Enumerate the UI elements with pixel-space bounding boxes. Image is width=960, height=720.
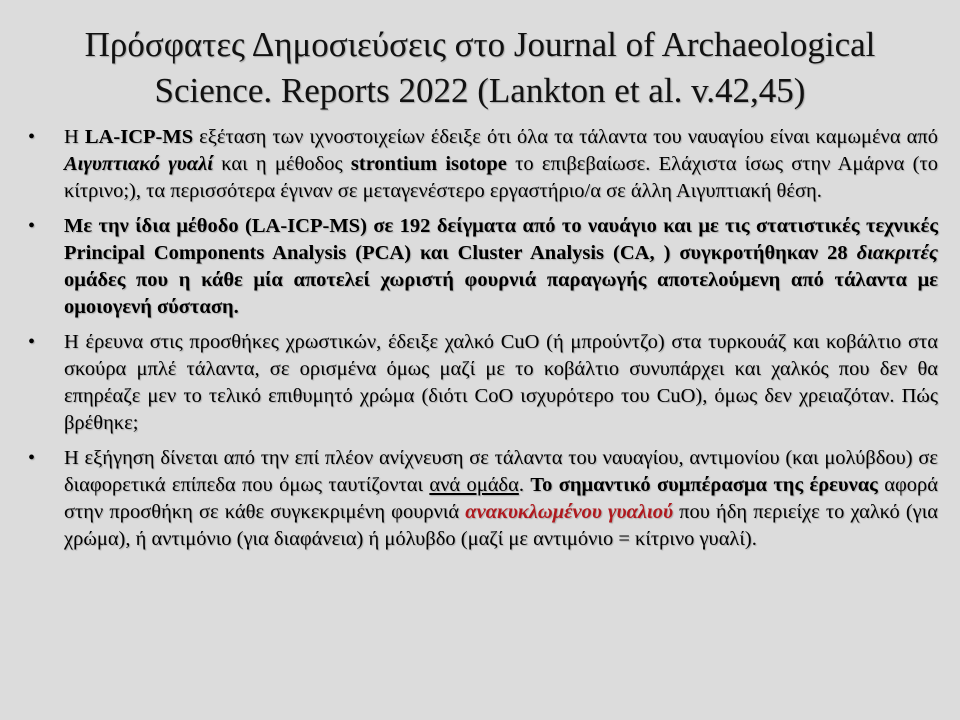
bullet-1-seg-7: το επιβεβαίωσε. Ελάχιστα ίσως στην Αμάρνα (το κίτρινο;), τα περισσότερα έγιναν σε μεταγενέστερο εργαστήριο/α σε άλλη Αιγυπτιακή θέση.: [64, 153, 939, 202]
bullet-item-3: [26, 329, 938, 437]
bullet-dot-icon: •: [28, 215, 36, 237]
bullet-4-seg-2: ανά ομάδα: [429, 474, 519, 496]
bullet-1-seg-6: strontium isotope: [350, 153, 507, 175]
bullet-3-seg-1: Η έρευνα στις προσθήκες χρωστικών, έδειξε χαλκό CuO (ή μπρούντζο) στα τυρκουάζ και κοβάλτιο στα σκούρα μπλέ τάλαντα, σε ορισμένα όμως μαζί με το κοβάλτιο συνυπάρχει και χαλκός που δεν θα επηρέαζε μεν το τελικό επιθυμητό χρώμα (διότι CoO ισχυρότερο του CuO), όμως δεν χρειαζόταν. Πώς βρέθηκε;: [64, 331, 939, 434]
bullet-dot-icon: •: [28, 447, 36, 469]
slide-title-line-1: Πρόσφατες Δημοσιεύσεις στο Journal of Archaeological: [84, 25, 876, 64]
bullet-1-seg-4: Αιγυπτιακό γυαλί: [64, 153, 213, 175]
bullet-dot-icon: •: [28, 331, 36, 353]
bullet-2-seg-3: ομάδες που η κάθε μία αποτελεί χωριστή φουρνιά παραγωγής αποτελούμενη από τάλαντα με ομοιογενή σύσταση.: [64, 269, 938, 318]
bullet-1-seg-2: LA-ICP-MS: [84, 126, 194, 148]
bullet-4-seg-4: Το σημαντικό συμπέρασμα της έρευνας: [530, 474, 878, 496]
bullet-4-seg-3: .: [518, 474, 531, 496]
bullet-item-4: [26, 445, 938, 553]
bullet-4-seg-7: που ήδη περιείχε το χαλκό (για χρώμα), ή αντιμόνιο (για διαφάνεια) ή μόλυβδο (μαζί με αντιμόνιο = κίτρινο γυαλί).: [64, 501, 938, 550]
bullet-4-seg-1: Η εξήγηση δίνεται από την επί πλέον ανίχνευση σε τάλαντα του ναυαγίου, αντιμονίου (και μολύβδου) σε διαφορετικά επίπεδα που όμως ταυτίζονται: [64, 447, 938, 496]
bullet-2-seg-1: Με την ίδια μέθοδο (LA-ICP-MS) σε 192 δείγματα από το ναυάγιο και με τις στατιστικές τεχνικές Principal Components Analysis (PCA) και Cluster Analysis (CA, ) συγκροτήθηκαν 28: [64, 215, 938, 264]
bullet-1-seg-1: Η: [64, 126, 85, 148]
bullet-list: [26, 124, 938, 561]
bullet-2-seg-2: διακριτές: [856, 242, 938, 264]
bullet-1-seg-5: και η μέθοδος: [212, 153, 351, 175]
bullet-4-seg-5: αφορά στην προσθήκη σε κάθε συγκεκριμένη φουρνιά: [64, 474, 938, 523]
bullet-1-seg-3: εξέταση των ιχνοστοιχείων έδειξε ότι όλα τα τάλαντα του ναυαγίου είναι καμωμένα από: [193, 126, 938, 148]
bullet-item-1: [26, 124, 938, 205]
bullet-4-seg-6: ανακυκλωμένου γυαλιού: [465, 501, 674, 523]
bullet-item-2: [26, 213, 938, 321]
slide-title-line-2: Science. Reports 2022 (Lankton et al. v.42,45): [154, 71, 806, 110]
bullet-dot-icon: •: [28, 126, 36, 148]
slide-title: [20, 22, 940, 114]
